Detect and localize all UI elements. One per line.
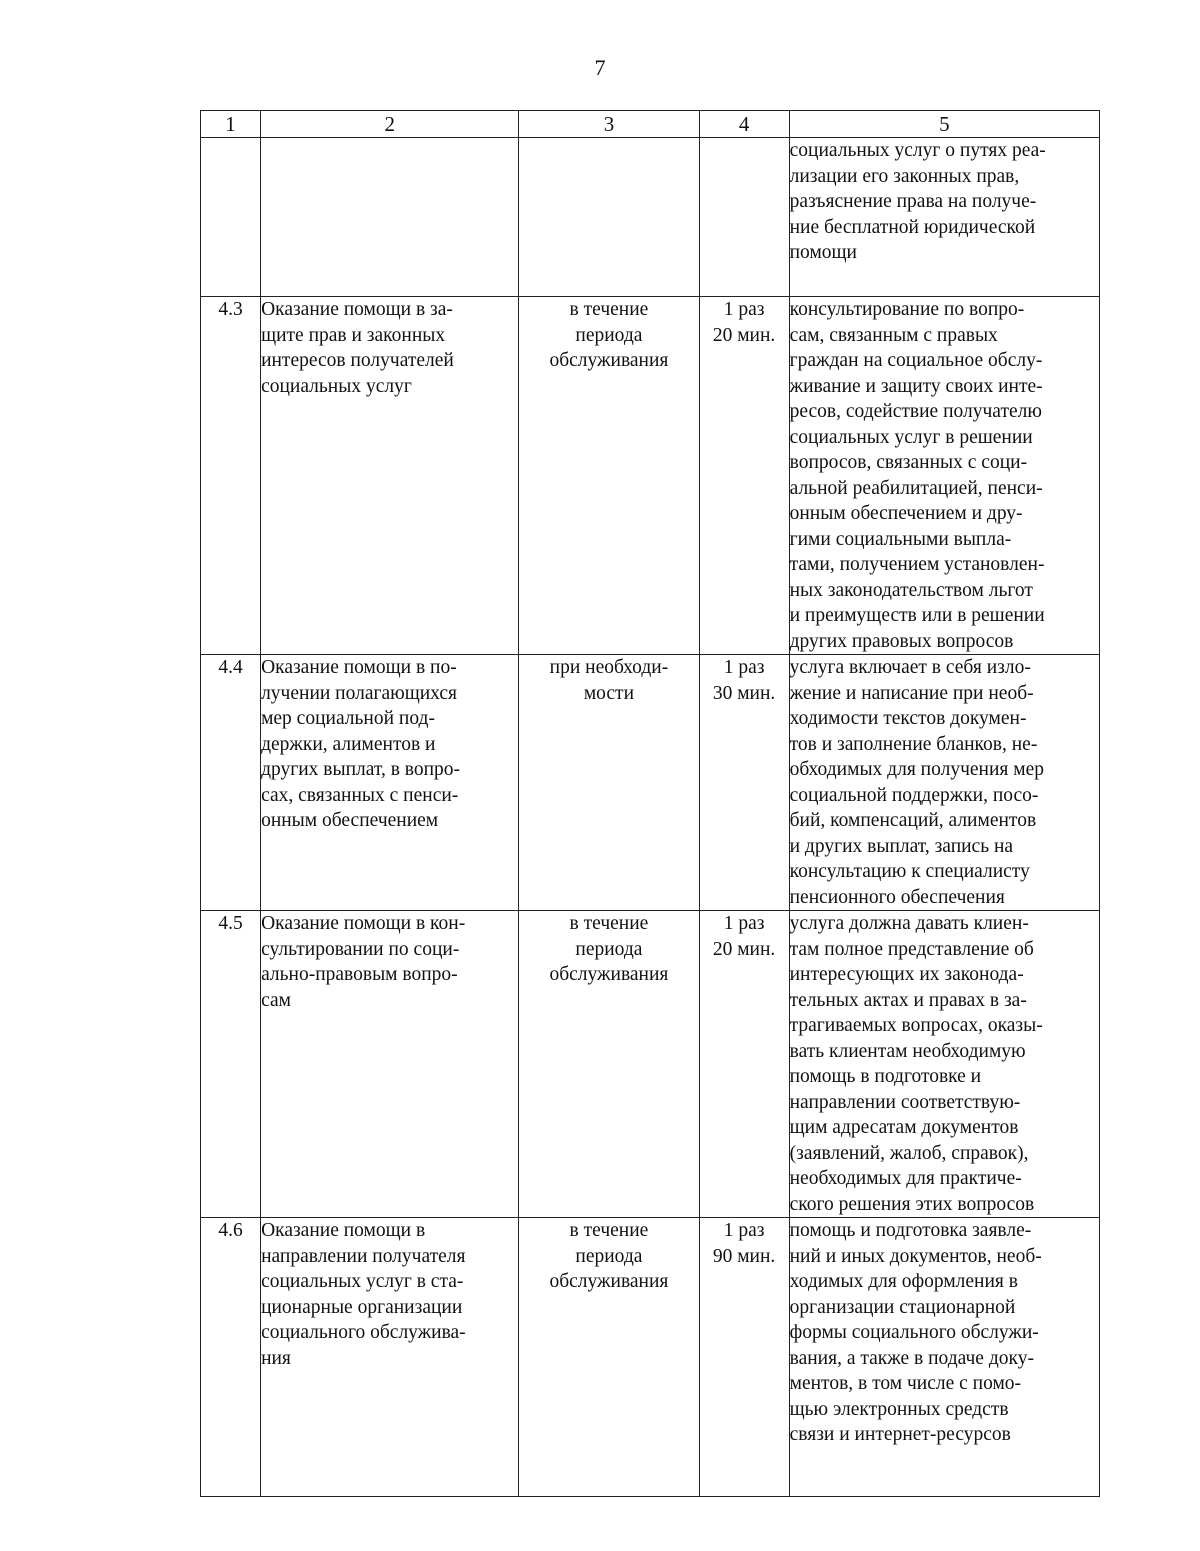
cell-time-norm: [699, 655, 789, 911]
text-line: формы социального обслужи-: [789, 1322, 1039, 1343]
table-row: [201, 655, 1100, 911]
text-line: ционарные организации: [261, 1296, 463, 1318]
text-line: держки, алиментов и: [261, 733, 436, 755]
table-header-row: [201, 111, 1100, 138]
text-line: периода: [575, 1245, 643, 1267]
text-line: обслуживания: [549, 1271, 669, 1292]
cell-description: [789, 911, 1099, 1218]
text-line: социальных услуг о путях реа-: [789, 140, 1046, 161]
cell-description: [789, 1218, 1099, 1497]
cell-item-number: 4.4: [201, 655, 261, 911]
text-line: щью электронных средств: [789, 1398, 1009, 1420]
text-line: лизации его законных прав,: [789, 165, 1020, 187]
text-line: интересующих их законода-: [789, 964, 1024, 985]
text-line: в течение: [569, 1220, 649, 1241]
cell-period: [519, 138, 699, 297]
cell-time-norm: [699, 138, 789, 297]
cell-item-number: [201, 138, 261, 297]
text-line: социальных услуг: [261, 375, 412, 397]
text-line: услуга включает в себя изло-: [789, 657, 1031, 678]
text-line: обходимых для получения мер: [789, 759, 1045, 780]
text-line: консультирование по вопро-: [789, 299, 1025, 320]
text-line: Оказание помощи в: [261, 1220, 426, 1241]
text-line: организации стационарной: [789, 1296, 1016, 1318]
cell-period: [519, 655, 699, 911]
text-line: онным обеспечением: [261, 810, 439, 831]
text-line: ния: [261, 1347, 291, 1369]
text-line: там полное представление об: [789, 938, 1034, 960]
text-line: тов и заполнение бланков, не-: [789, 733, 1038, 755]
text-line: гими социальными выпла-: [789, 528, 1012, 550]
text-line: помощь и подготовка заявле-: [789, 1220, 1032, 1241]
text-line: в течение: [569, 299, 649, 320]
cell-service-name: [261, 911, 519, 1218]
header-col-2: 2: [261, 111, 519, 138]
text-line: Оказание помощи в за-: [261, 299, 453, 320]
text-line: 1 раз: [723, 657, 765, 678]
text-line: ние бесплатной юридической: [789, 216, 1036, 238]
services-table: [200, 110, 1100, 1497]
table-row: [201, 911, 1100, 1218]
text-line: направлении получателя: [261, 1245, 466, 1267]
text-line: консультацию к специалисту: [789, 861, 1030, 882]
cell-service-name: [261, 297, 519, 655]
cell-service-name: [261, 138, 519, 297]
table-row: [201, 138, 1100, 297]
text-line: помощь в подготовке и: [789, 1066, 982, 1087]
text-line: ментов, в том числе с помо-: [789, 1373, 1022, 1394]
text-line: сах, связанных с пенси-: [261, 784, 459, 806]
text-line: сам, связанным с правых: [789, 324, 998, 346]
cell-description: [789, 138, 1099, 297]
text-line: бий, компенсаций, алиментов: [789, 810, 1037, 831]
text-line: лучении полагающихся: [261, 682, 457, 704]
text-line: тами, получением установлен-: [789, 554, 1045, 575]
text-line: социальных услуг в ста-: [261, 1271, 464, 1292]
cell-time-norm: [699, 911, 789, 1218]
cell-item-number: 4.5: [201, 911, 261, 1218]
text-line: интересов получателей: [261, 350, 454, 371]
text-line: вопросов, связанных с соци-: [789, 452, 1028, 473]
cell-service-name: [261, 1218, 519, 1497]
text-line: мости: [583, 682, 635, 704]
table-row: [201, 1218, 1100, 1497]
text-line: периода: [575, 938, 643, 960]
text-line: в течение: [569, 913, 649, 934]
text-line: ходимости текстов докумен-: [789, 708, 1027, 729]
text-line: необходимых для практиче-: [789, 1168, 1022, 1189]
cell-item-number: 4.3: [201, 297, 261, 655]
text-line: 1 раз: [723, 1220, 765, 1241]
text-line: тельных актах и правах в за-: [789, 989, 1027, 1011]
text-line: 20 мин.: [712, 324, 776, 346]
text-line: социальных услуг в решении: [789, 426, 1033, 448]
text-line: обслуживания: [549, 350, 669, 371]
text-line: вать клиентам необходимую: [789, 1040, 1026, 1062]
cell-description: [789, 655, 1099, 911]
text-line: пенсионного обеспечения: [789, 886, 1005, 908]
page-number: 7: [594, 55, 606, 80]
text-line: щим адресатам документов: [789, 1117, 1019, 1138]
text-line: щите прав и законных: [261, 324, 446, 346]
text-line: ально-правовым вопро-: [261, 964, 458, 985]
header-col-3: 3: [519, 111, 699, 138]
text-line: направлении соответствую-: [789, 1091, 1021, 1113]
text-line: мер социальной под-: [261, 708, 435, 729]
text-line: граждан на социальное обслу-: [789, 350, 1043, 371]
text-line: 30 мин.: [712, 682, 776, 704]
text-line: 1 раз: [723, 913, 765, 934]
text-line: 20 мин.: [712, 938, 776, 960]
text-line: услуга должна давать клиен-: [789, 913, 1029, 934]
header-col-4: 4: [699, 111, 789, 138]
text-line: трагиваемых вопросах, оказы-: [789, 1015, 1043, 1036]
text-line: 90 мин.: [712, 1245, 776, 1267]
text-line: помощи: [789, 242, 857, 263]
cell-description: [789, 297, 1099, 655]
text-line: живание и защиту своих инте-: [789, 375, 1043, 397]
text-line: обслуживания: [549, 964, 669, 985]
cell-time-norm: [699, 1218, 789, 1497]
text-line: ресов, содействие получателю: [789, 401, 1042, 422]
cell-period: [519, 911, 699, 1218]
text-line: и преимуществ или в решении: [789, 605, 1045, 626]
text-line: онным обеспечением и дру-: [789, 503, 1023, 524]
text-line: вания, а также в подаче доку-: [789, 1347, 1034, 1369]
header-col-1: 1: [201, 111, 261, 138]
cell-item-number: 4.6: [201, 1218, 261, 1497]
text-line: разъяснение права на получе-: [789, 191, 1037, 212]
text-line: других выплат, в вопро-: [261, 759, 461, 780]
text-line: социального обслужива-: [261, 1322, 466, 1343]
text-line: ных законодательством льгот: [789, 579, 1033, 601]
text-line: сам: [261, 989, 291, 1011]
cell-period: [519, 1218, 699, 1497]
text-line: 1 раз: [723, 299, 765, 320]
text-line: социальной поддержки, посо-: [789, 784, 1039, 806]
text-line: других правовых вопросов: [789, 630, 1014, 652]
text-line: Оказание помощи в по-: [261, 657, 457, 678]
text-line: ского решения этих вопросов: [789, 1193, 1035, 1215]
text-line: Оказание помощи в кон-: [261, 913, 466, 934]
text-line: и других выплат, запись на: [789, 835, 1014, 857]
text-line: ходимых для оформления в: [789, 1271, 1018, 1292]
text-line: связи и интернет-ресурсов: [789, 1424, 1011, 1445]
header-col-5: 5: [789, 111, 1099, 138]
table-row: [201, 297, 1100, 655]
text-line: альной реабилитацией, пенси-: [789, 477, 1043, 499]
text-line: периода: [575, 324, 643, 346]
cell-time-norm: [699, 297, 789, 655]
cell-service-name: [261, 655, 519, 911]
text-line: при необходи-: [549, 657, 669, 678]
text-line: ний и иных документов, необ-: [789, 1245, 1042, 1267]
text-line: (заявлений, жалоб, справок),: [789, 1142, 1029, 1164]
text-line: сультировании по соци-: [261, 938, 460, 960]
text-line: жение и написание при необ-: [789, 682, 1034, 704]
cell-period: [519, 297, 699, 655]
